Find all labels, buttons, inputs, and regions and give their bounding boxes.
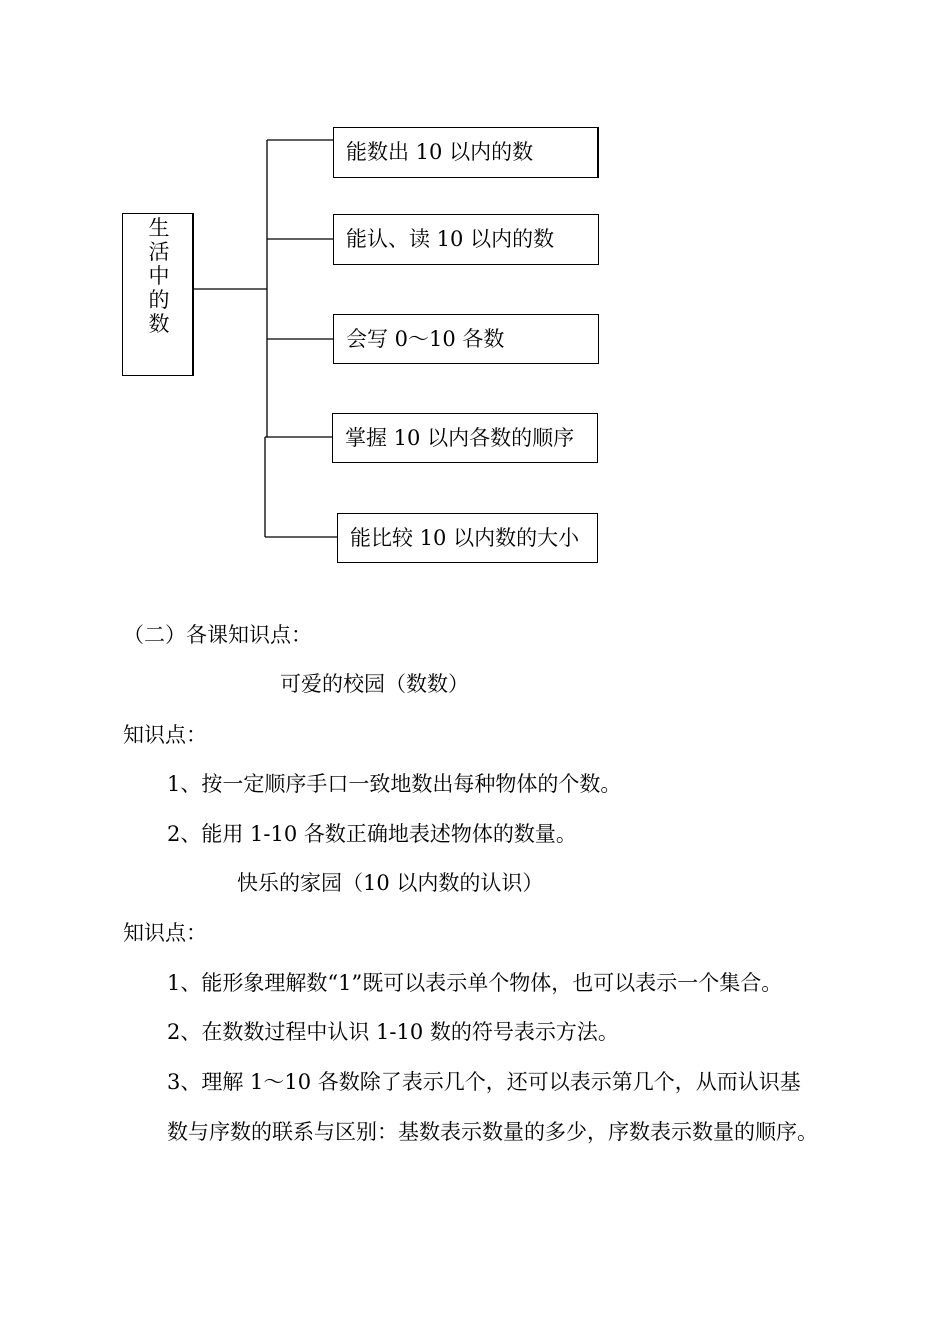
section-heading: （二）各课知识点： — [123, 623, 312, 647]
leaf-node-number-order: 掌握 10 以内各数的顺序 — [332, 413, 598, 463]
lesson2-point-3: 3、理解 1～10 各数除了表示几个，还可以表示第几个，从而认识基 — [167, 1070, 801, 1094]
lesson2-point-3-continued: 数与序数的联系与区别：基数表示数量的多少，序数表示数量的顺序。 — [167, 1120, 818, 1144]
lesson2-title: 快乐的家园（10 以内数的认识） — [237, 871, 544, 895]
lesson1-point-1: 1、按一定顺序手口一致地数出每种物体的个数。 — [167, 772, 622, 796]
leaf-node-write-numbers: 会写 0～10 各数 — [333, 314, 599, 364]
leaf-node-compare-numbers: 能比较 10 以内数的大小 — [337, 513, 598, 563]
concept-map — [0, 0, 950, 600]
leaf-node-count-to-10: 能数出 10 以内的数 — [333, 127, 599, 178]
lesson1-point-2: 2、能用 1-10 各数正确地表述物体的数量。 — [167, 822, 577, 846]
lesson2-point-1: 1、能形象理解数“1”既可以表示单个物体，也可以表示一个集合。 — [167, 971, 783, 995]
leaf-node-read-numbers: 能认、读 10 以内的数 — [333, 214, 599, 265]
lesson1-title: 可爱的校园（数数） — [280, 672, 469, 696]
lesson2-label: 知识点： — [123, 921, 207, 945]
lesson1-label: 知识点： — [123, 723, 207, 747]
lesson2-point-2: 2、在数数过程中认识 1-10 数的符号表示方法。 — [167, 1020, 619, 1044]
root-node-label: 生活中的数 — [148, 216, 170, 336]
